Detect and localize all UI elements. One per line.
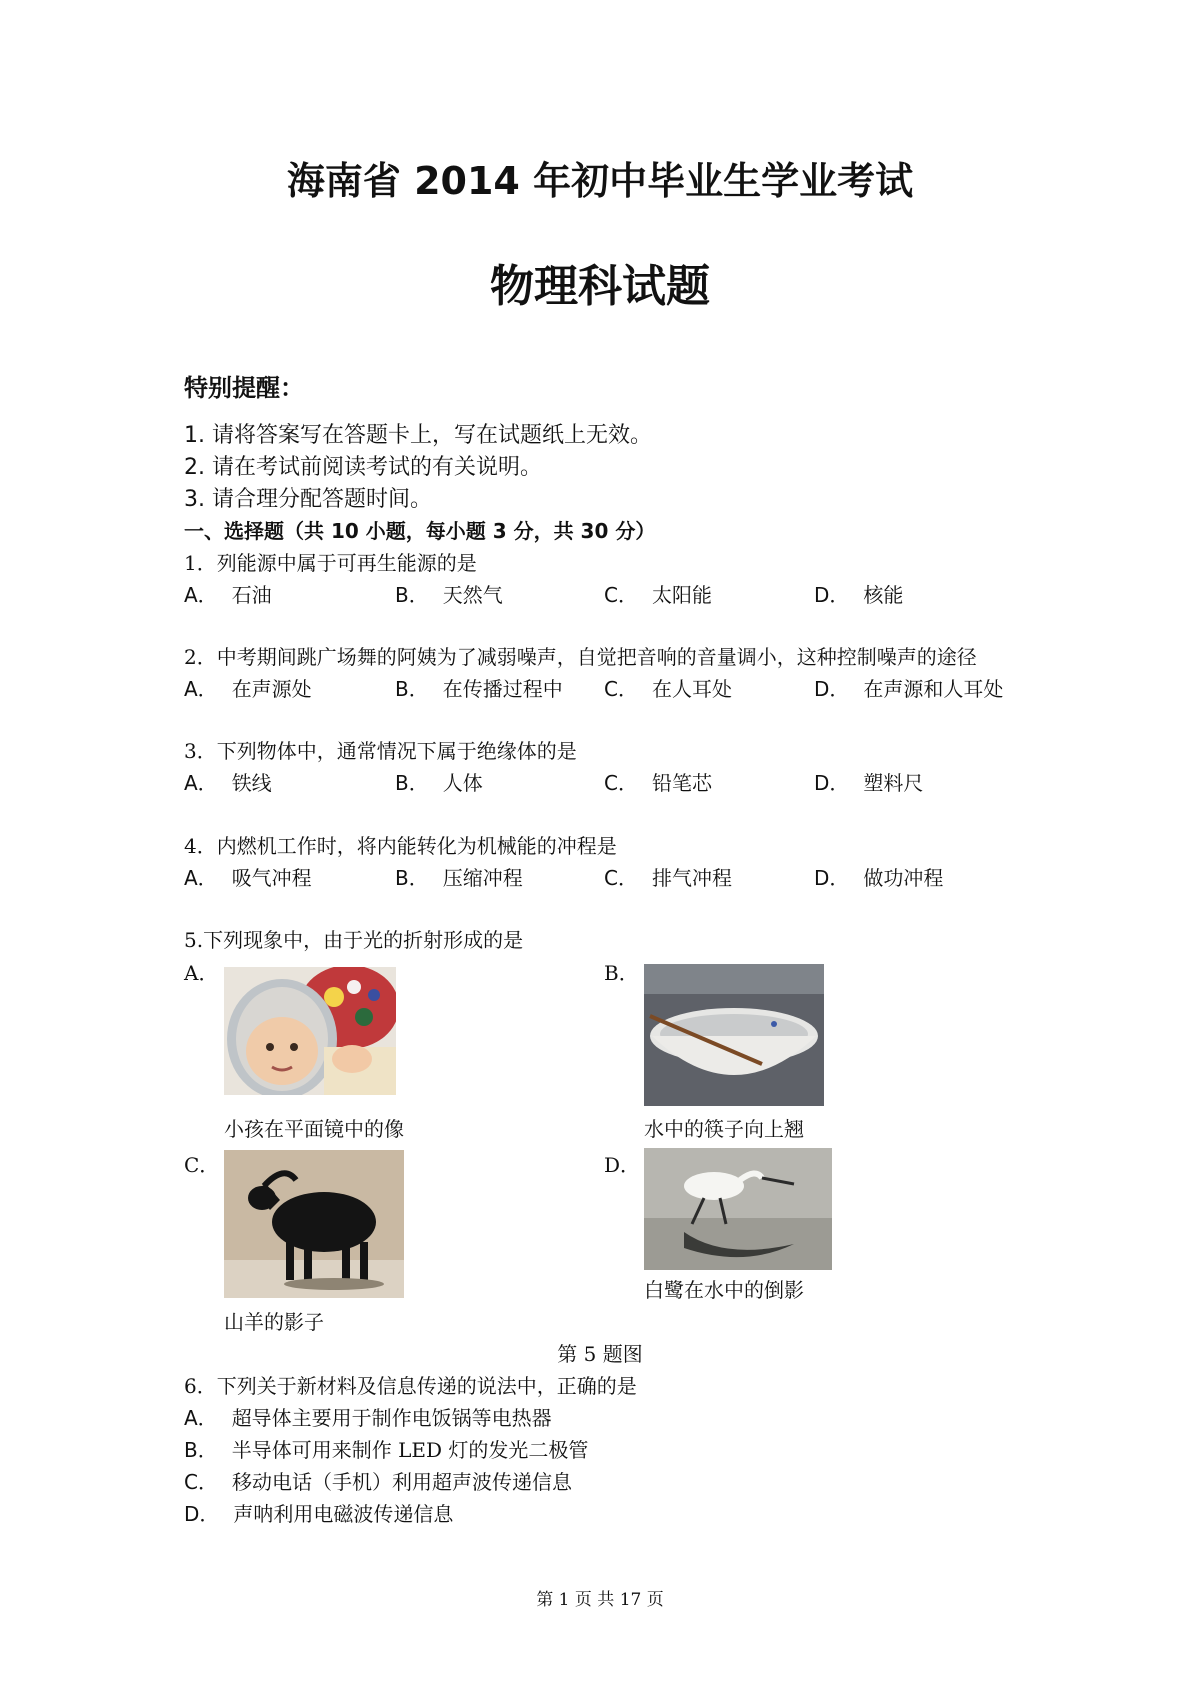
option-label: D． bbox=[814, 771, 850, 795]
option-label: B． bbox=[395, 677, 429, 701]
option-label: B． bbox=[395, 866, 429, 890]
option-text: 人体 bbox=[442, 771, 483, 795]
option-text: 在声源处 bbox=[231, 677, 312, 701]
option-text: 天然气 bbox=[442, 583, 503, 607]
exam-subtitle: 物理科试题 bbox=[490, 261, 710, 312]
question-1-option-a bbox=[184, 579, 272, 608]
caption-c: 山羊的影子 bbox=[224, 1310, 324, 1334]
option-label: B． bbox=[395, 771, 429, 795]
egret-reflection-photo bbox=[644, 1148, 832, 1270]
question-2-stem: 2．中考期间跳广场舞的阿姨为了减弱噪声，自觉把音响的音量调小，这种控制噪声的途径 bbox=[184, 645, 977, 669]
caption-d: 白鹭在水中的倒影 bbox=[644, 1278, 804, 1302]
question-6-option-a bbox=[184, 1402, 552, 1431]
option-text: 做功冲程 bbox=[863, 866, 944, 890]
question-6-stem: 6．下列关于新材料及信息传递的说法中，正确的是 bbox=[184, 1374, 637, 1398]
reminder-item: 1. 请将答案写在答题卡上，写在试题纸上无效。 bbox=[184, 423, 652, 448]
option-label: A． bbox=[184, 866, 218, 890]
question-4-option-c bbox=[604, 862, 732, 891]
question-4-stem: 4．内燃机工作时，将内能转化为机械能的冲程是 bbox=[184, 834, 617, 858]
option-label: D． bbox=[814, 583, 850, 607]
question-3-option-b bbox=[395, 767, 483, 796]
option-text: 超导体主要用于制作电饭锅等电热器 bbox=[231, 1406, 552, 1430]
option-text: 在传播过程中 bbox=[442, 677, 563, 701]
page-number: 第 1 页 共 17 页 bbox=[536, 1590, 664, 1610]
option-text: 排气冲程 bbox=[651, 866, 732, 890]
exam-title: 海南省 2014 年初中毕业生学业考试 bbox=[286, 159, 914, 203]
goat-photo bbox=[224, 1150, 404, 1298]
option-text: 移动电话（手机）利用超声波传递信息 bbox=[231, 1470, 572, 1494]
option-text: 铅笔芯 bbox=[651, 771, 712, 795]
option-text: 压缩冲程 bbox=[442, 866, 523, 890]
option-label: A． bbox=[184, 677, 218, 701]
option-text: 吸气冲程 bbox=[231, 866, 312, 890]
option-text: 太阳能 bbox=[651, 583, 712, 607]
question-5-label-b: B． bbox=[604, 961, 639, 985]
option-text: 铁线 bbox=[231, 771, 272, 795]
question-5-label-c: C． bbox=[184, 1153, 220, 1177]
option-label: A． bbox=[184, 1406, 218, 1430]
question-5-label-a: A． bbox=[184, 961, 219, 985]
figure-caption: 第 5 题图 bbox=[557, 1342, 643, 1366]
bowl-chopstick-photo bbox=[644, 964, 824, 1106]
option-label: D． bbox=[814, 677, 850, 701]
question-2-option-a bbox=[184, 673, 312, 702]
option-label: D． bbox=[814, 866, 850, 890]
reminder-item: 2. 请在考试前阅读考试的有关说明。 bbox=[184, 455, 542, 480]
caption-b: 水中的筷子向上翘 bbox=[644, 1117, 804, 1141]
question-1-option-c bbox=[604, 579, 712, 608]
option-label: C． bbox=[184, 1470, 218, 1494]
option-label: C． bbox=[604, 866, 638, 890]
option-label: C． bbox=[604, 771, 638, 795]
option-text: 在声源和人耳处 bbox=[863, 677, 1004, 701]
option-label: C． bbox=[604, 677, 638, 701]
question-6-option-d bbox=[184, 1498, 453, 1527]
question-4-option-d bbox=[814, 862, 943, 891]
question-3-option-d bbox=[814, 767, 923, 796]
caption-a: 小孩在平面镜中的像 bbox=[224, 1117, 404, 1141]
reminder-item: 3. 请合理分配答题时间。 bbox=[184, 487, 432, 512]
question-2-option-d bbox=[814, 673, 1003, 702]
option-text: 核能 bbox=[863, 583, 904, 607]
option-label: B． bbox=[184, 1438, 218, 1462]
question-5-stem: 5.下列现象中，由于光的折射形成的是 bbox=[184, 928, 524, 952]
question-4-option-a bbox=[184, 862, 312, 891]
option-text: 声呐利用电磁波传递信息 bbox=[233, 1502, 454, 1526]
option-label: B． bbox=[395, 583, 429, 607]
option-text: 塑料尺 bbox=[863, 771, 924, 795]
option-label: A． bbox=[184, 583, 218, 607]
option-label: A． bbox=[184, 771, 218, 795]
mirror-baby-photo bbox=[224, 967, 396, 1095]
question-2-option-c bbox=[604, 673, 732, 702]
question-3-stem: 3．下列物体中，通常情况下属于绝缘体的是 bbox=[184, 739, 577, 763]
section-title: 一、选择题（共 10 小题，每小题 3 分，共 30 分） bbox=[184, 519, 656, 543]
option-label: C． bbox=[604, 583, 638, 607]
option-text: 在人耳处 bbox=[651, 677, 732, 701]
question-1-option-b bbox=[395, 579, 503, 608]
option-label: D． bbox=[184, 1502, 220, 1526]
question-2-option-b bbox=[395, 673, 563, 702]
question-6-option-c bbox=[184, 1466, 572, 1495]
question-1-stem: 1．列能源中属于可再生能源的是 bbox=[184, 551, 477, 575]
option-text: 石油 bbox=[231, 583, 272, 607]
question-4-option-b bbox=[395, 862, 523, 891]
reminder-heading: 特别提醒： bbox=[184, 373, 304, 402]
question-3-option-a bbox=[184, 767, 272, 796]
question-1-option-d bbox=[814, 579, 903, 608]
question-5-label-d: D． bbox=[604, 1153, 641, 1177]
question-3-option-c bbox=[604, 767, 712, 796]
option-text: 半导体可用来制作 LED 灯的发光二极管 bbox=[231, 1438, 589, 1462]
question-6-option-b bbox=[184, 1434, 588, 1463]
